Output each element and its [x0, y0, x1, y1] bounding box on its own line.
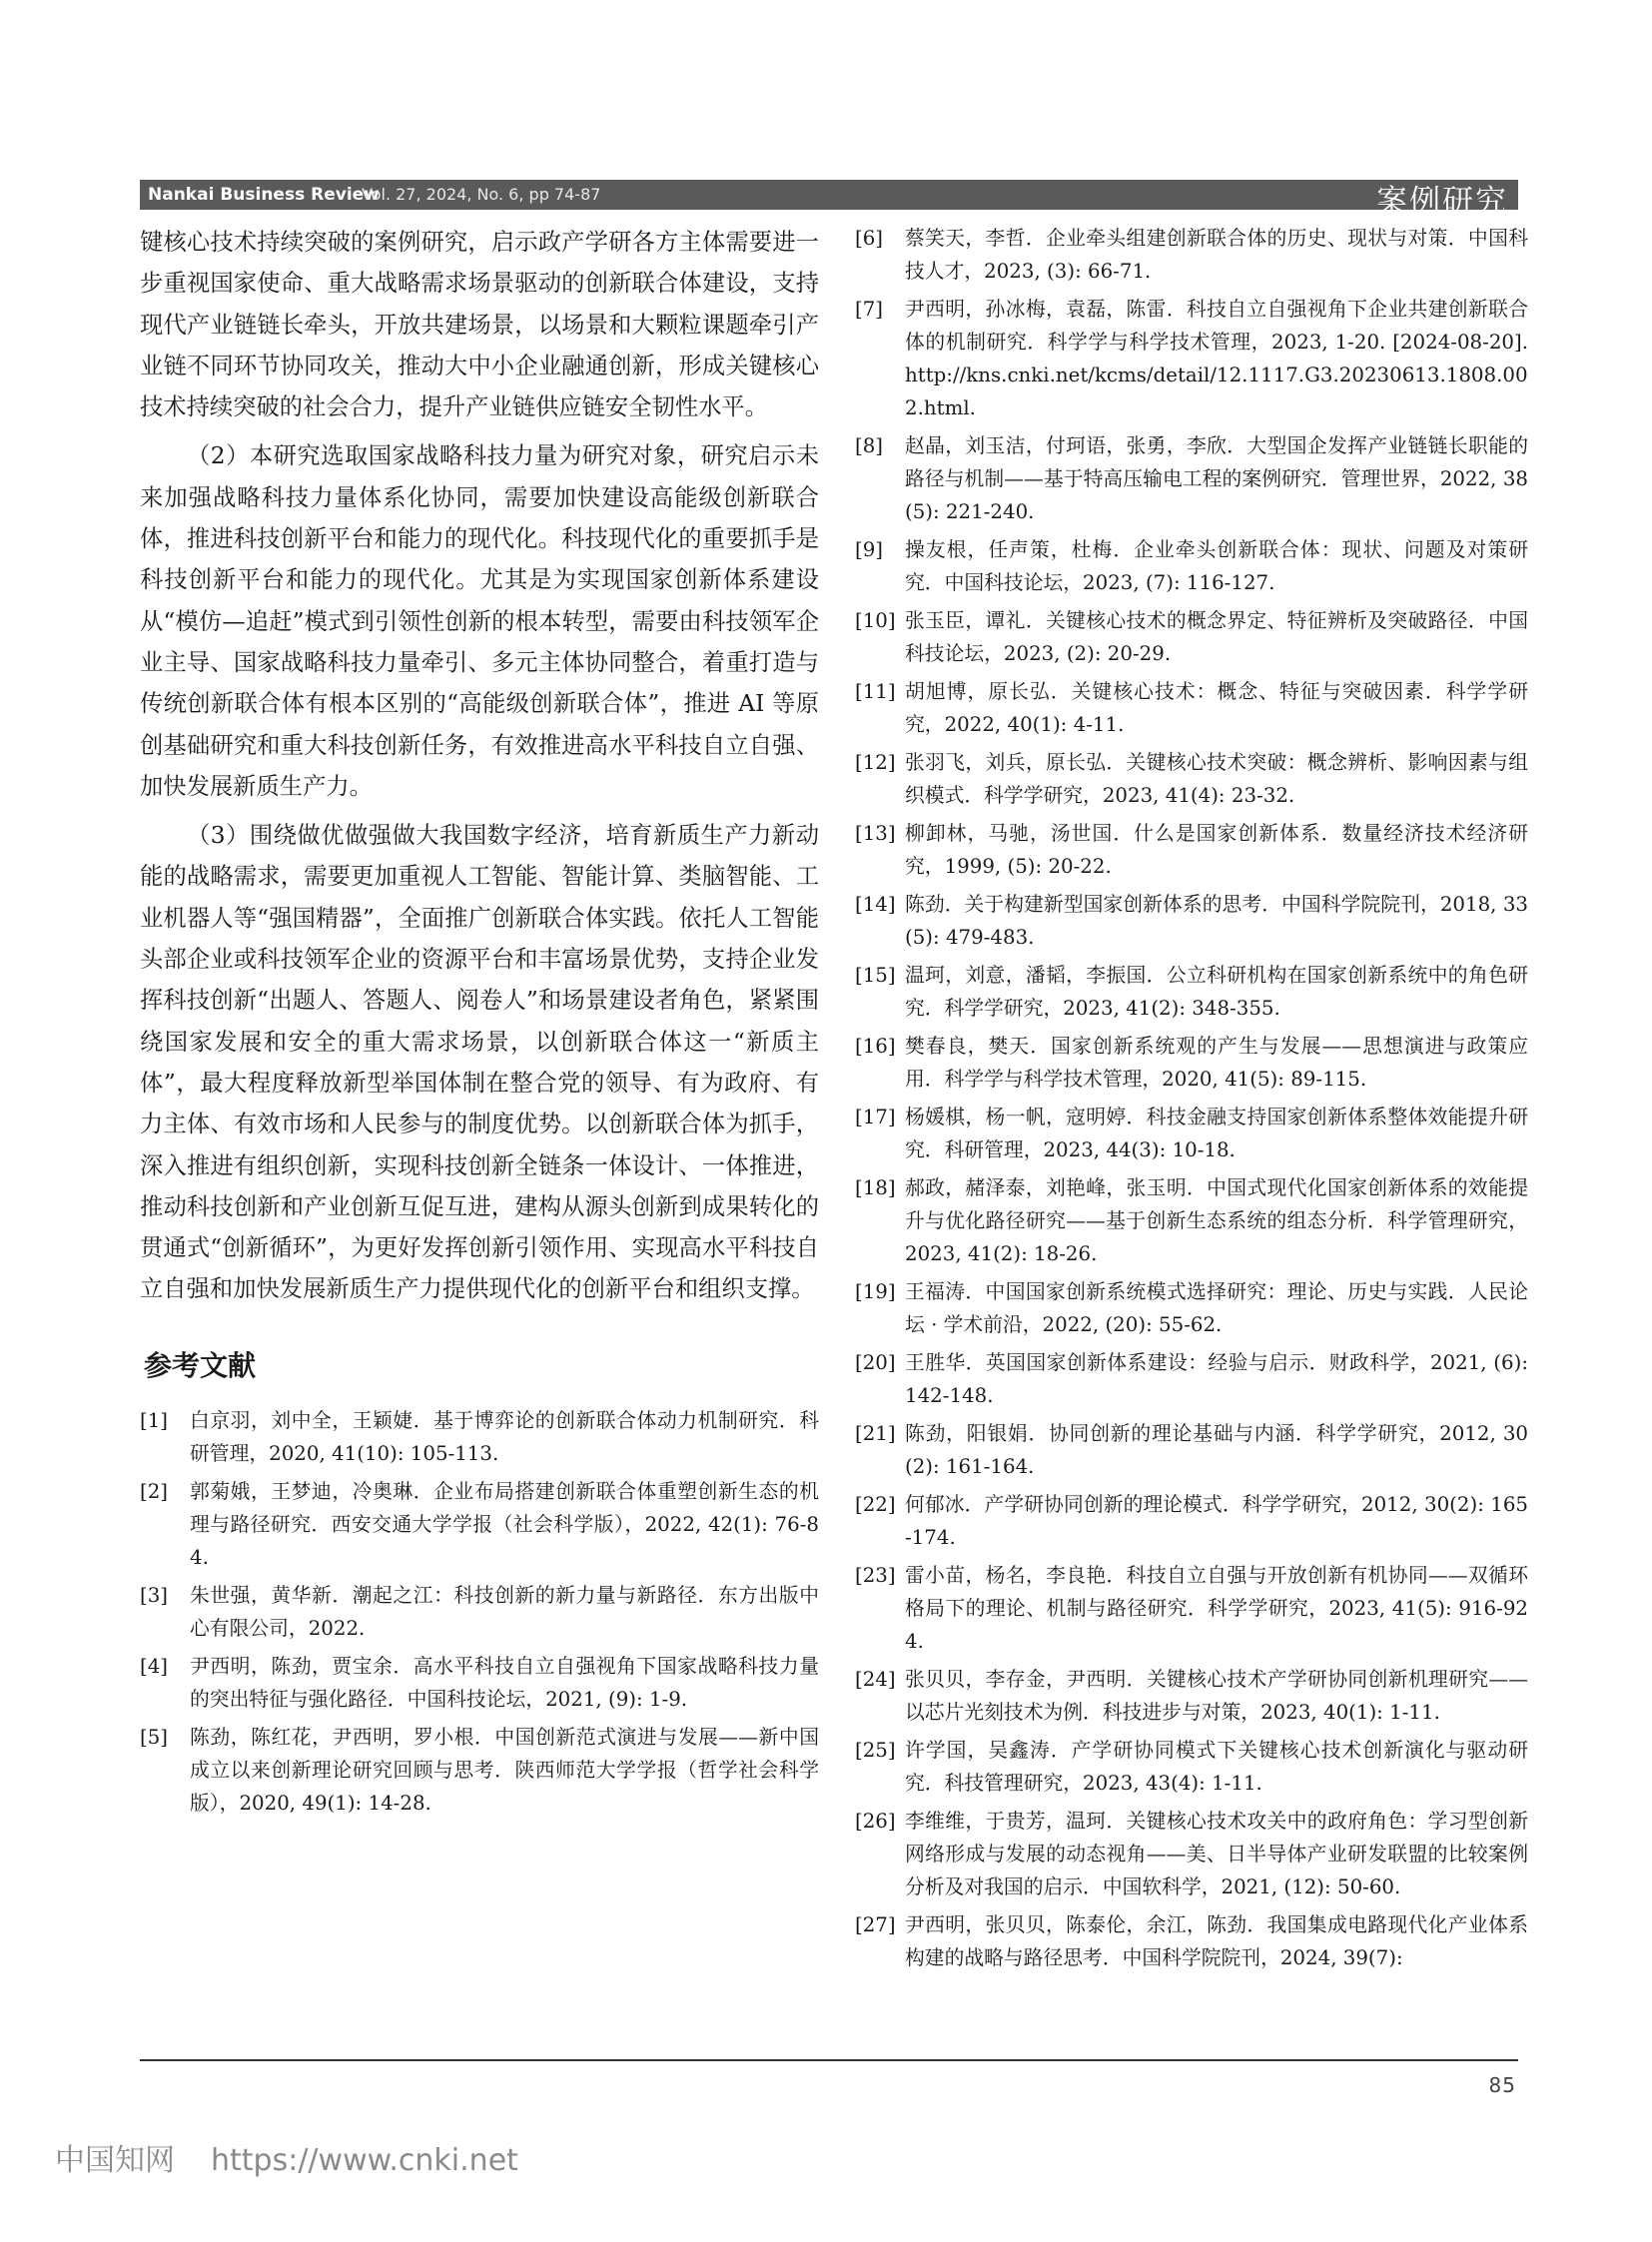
reference-item [855, 1275, 1528, 1341]
reference-text: 操友根，任声策，杜梅．企业牵头创新联合体：现状、问题及对策研究．中国科技论坛，2023, (7): 116-127. [905, 538, 1528, 594]
watermark-brand: 中国知网 [55, 2143, 175, 2178]
reference-number: [7] [855, 298, 884, 321]
reference-number: [24] [855, 1668, 896, 1691]
reference-number: [18] [855, 1176, 896, 1199]
reference-list-right [855, 222, 1528, 1974]
reference-number: [11] [855, 680, 896, 703]
reference-item [140, 1721, 819, 1820]
reference-item [855, 1171, 1528, 1270]
reference-number: [14] [855, 893, 896, 916]
reference-text: 尹西明，陈劲，贾宝余．高水平科技自立自强视角下国家战略科技力量的突出特征与强化路径．中国科技论坛，2021, (9): 1-9. [190, 1654, 819, 1711]
reference-text: 朱世强，黄华新．潮起之江：科技创新的新力量与新路径．东方出版中心有限公司，2022. [190, 1583, 819, 1640]
reference-text: 尹西明，张贝贝，陈泰伦，余江，陈劲．我国集成电路现代化产业体系构建的战略与路径思考．中国科学院院刊，2024, 39(7): [905, 1913, 1528, 1969]
reference-text: 雷小苗，杨名，李良艳．科技自立自强与开放创新有机协同——双循环格局下的理论、机制与路径研究．科学学研究，2023, 41(5): 916-924. [905, 1564, 1528, 1653]
reference-item [855, 1908, 1528, 1974]
reference-text: 樊春良，樊天．国家创新系统观的产生与发展——思想演进与政策应用．科学学与科学技术管理，2020, 41(5): 89-115. [905, 1035, 1528, 1091]
reference-text: 蔡笑天，李哲．企业牵头组建创新联合体的历史、现状与对策．中国科技人才，2023, (3): 66-71. [905, 227, 1528, 283]
reference-item [140, 1475, 819, 1574]
reference-text: 杨媛棋，杨一帆，寇明婷．科技金融支持国家创新体系整体效能提升研究．科研管理，2023, 44(3): 10-18. [905, 1106, 1528, 1161]
reference-item [140, 1650, 819, 1716]
reference-item [855, 222, 1528, 288]
reference-number: [8] [855, 434, 884, 457]
reference-item [855, 1101, 1528, 1166]
reference-text: 温珂，刘意，潘韬，李振国．公立科研机构在国家创新系统中的角色研究．科学学研究，2023, 41(2): 348-355. [905, 964, 1528, 1020]
reference-number: [3] [140, 1583, 169, 1607]
reference-text: 赵晶，刘玉洁，付珂语，张勇，李欣．大型国企发挥产业链链长职能的路径与机制——基于特高压输电工程的案例研究．管理世界，2022, 38(5): 221-240. [905, 434, 1528, 523]
reference-text: 何郁冰．产学研协同创新的理论模式．科学学研究，2012, 30(2): 165-174. [905, 1493, 1528, 1549]
references-heading: 参考文献 [144, 1348, 257, 1382]
journal-name: Nankai Business Review [148, 185, 380, 205]
reference-item [855, 293, 1528, 424]
footer-rule [140, 2059, 1518, 2061]
reference-number: [10] [855, 609, 896, 632]
reference-text: 张羽飞，刘兵，原长弘．关键核心技术突破：概念辨析、影响因素与组织模式．科学学研究，2023, 41(4): 23-32. [905, 751, 1528, 807]
reference-item [855, 1559, 1528, 1658]
reference-number: [12] [855, 751, 896, 774]
reference-text: 胡旭博，原长弘．关键核心技术：概念、特征与突破因素．科学学研究，2022, 40(1): 4-11. [905, 680, 1528, 736]
reference-number: [15] [855, 964, 896, 987]
reference-item [140, 1579, 819, 1645]
reference-number: [27] [855, 1913, 896, 1936]
reference-number: [23] [855, 1564, 896, 1587]
reference-item [855, 533, 1528, 599]
reference-text: 柳卸林，马驰，汤世国．什么是国家创新体系．数量经济技术经济研究，1999, (5): 20-22. [905, 822, 1528, 878]
reference-number: [2] [140, 1479, 169, 1503]
right-column [855, 222, 1528, 1979]
reference-text: 张贝贝，李存金，尹西明．关键核心技术产学研协同创新机理研究——以芯片光刻技术为例．科技进步与对策，2023, 40(1): 1-11. [905, 1668, 1528, 1724]
reference-number: [9] [855, 538, 884, 561]
reference-text: 许学国，吴鑫涛．产学研协同模式下关键核心技术创新演化与驱动研究．科技管理研究，2023, 43(4): 1-11. [905, 1739, 1528, 1795]
reference-item [855, 1663, 1528, 1729]
reference-text: 李维维，于贵芳，温珂．关键核心技术攻关中的政府角色：学习型创新网络形成与发展的动态视角——美、日半导体产业研发联盟的比较案例分析及对我国的启示．中国软科学，2021, (12): 50-60. [905, 1810, 1528, 1898]
body-paragraph: （3）围绕做优做强做大我国数字经济，培育新质生产力新动能的战略需求，需要更加重视人工智能、智能计算、类脑智能、工业机器人等“强国精器”，全面推广创新联合体实践。依托人工智能头部企业或科技领军企业的资源平台和丰富场景优势，支持企业发挥科技创新“出题人、答题人、阅卷人”和场景建设者角色，紧紧围绕国家发展和安全的重大需求场景，以创新联合体这一“新质主体”，最大程度释放新型举国体制在整合党的领导、有为政府、有力主体、有效市场和人民参与的制度优势。以创新联合体为抓手，深入推进有组织创新，实现科技创新全链条一体设计、一体推进，推动科技创新和产业创新互促互进，建构从源头创新到成果转化的贯通式“创新循环”，为更好发挥创新引领作用、实现高水平科技自立自强和加快发展新质生产力提供现代化的创新平台和组织支撑。 [140, 822, 819, 1303]
reference-list-left [140, 1404, 819, 1820]
reference-item [855, 746, 1528, 812]
body-paragraph: （2）本研究选取国家战略科技力量为研究对象，研究启示未来加强战略科技力量体系化协同，需要加快建设高能级创新联合体，推进科技创新平台和能力的现代化。科技现代化的重要抓手是科技创新平台和能力的现代化。尤其是为实现国家创新体系建设从“模仿—追赶”模式到引领性创新的根本转型，需要由科技领军企业主导、国家战略科技力量牵引、多元主体协同整合，着重打造与传统创新联合体有根本区别的“高能级创新联合体”，推进 AI 等原创基础研究和重大科技创新任务，有效推进高水平科技自立自强、加快发展新质生产力。 [140, 442, 819, 800]
reference-text: 白京羽，刘中全，王颖婕．基于博弈论的创新联合体动力机制研究．科研管理，2020, 41(10): 105-113. [190, 1408, 819, 1465]
reference-item [140, 1404, 819, 1470]
reference-item [855, 675, 1528, 741]
reference-number: [5] [140, 1725, 169, 1749]
reference-number: [1] [140, 1408, 169, 1432]
reference-item [855, 429, 1528, 528]
reference-number: [17] [855, 1106, 896, 1128]
page-number: 85 [1488, 2073, 1516, 2097]
reference-item [855, 888, 1528, 954]
reference-item [855, 1417, 1528, 1483]
reference-item [855, 604, 1528, 670]
reference-item [855, 959, 1528, 1025]
section-title: 案例研究 [1376, 184, 1508, 220]
journal-header-bar [140, 180, 1518, 220]
reference-item [855, 1346, 1528, 1412]
reference-number: [25] [855, 1739, 896, 1762]
reference-text: 王胜华．英国国家创新体系建设：经验与启示．财政科学，2021, (6): 142-148. [905, 1351, 1528, 1407]
cnki-watermark [55, 2135, 518, 2179]
reference-item [855, 1805, 1528, 1903]
body-paragraph: 键核心技术持续突破的案例研究，启示政产学研各方主体需要进一步重视国家使命、重大战略需求场景驱动的创新联合体建设，支持现代产业链链长牵头，开放共建场景，以场景和大颗粒课题牵引产业链不同环节协同攻关，推动大中小企业融通创新，形成关键核心技术持续突破的社会合力，提升产业链供应链安全韧性水平。 [140, 229, 819, 421]
watermark-url: https://www.cnki.net [211, 2143, 518, 2178]
reference-item [855, 817, 1528, 883]
reference-number: [21] [855, 1422, 896, 1445]
reference-number: [22] [855, 1493, 896, 1516]
reference-text: 陈劲，阳银娟．协同创新的理论基础与内涵．科学学研究，2012, 30(2): 161-164. [905, 1422, 1528, 1478]
reference-number: [13] [855, 822, 896, 845]
reference-number: [20] [855, 1351, 896, 1374]
reference-text: 郝政，赭泽泰，刘艳峰，张玉明．中国式现代化国家创新体系的效能提升与优化路径研究——基于创新生态系统的组态分析．科学管理研究，2023, 41(2): 18-26. [905, 1176, 1528, 1265]
reference-item [855, 1488, 1528, 1554]
reference-item [855, 1734, 1528, 1800]
reference-text: 张玉臣，谭礼．关键核心技术的概念界定、特征辨析及突破路径．中国科技论坛，2023, (2): 20-29. [905, 609, 1528, 665]
reference-text: 陈劲．关于构建新型国家创新体系的思考．中国科学院院刊，2018, 33(5): 479-483. [905, 893, 1528, 949]
reference-text: 陈劲，陈红花，尹西明，罗小根．中国创新范式演进与发展——新中国成立以来创新理论研究回顾与思考．陕西师范大学学报（哲学社会科学版），2020, 49(1): 14-28. [190, 1725, 819, 1815]
reference-number: [6] [855, 227, 884, 250]
left-column [140, 222, 819, 1825]
reference-number: [26] [855, 1810, 896, 1833]
reference-number: [19] [855, 1280, 896, 1303]
journal-volume: Vol. 27, 2024, No. 6, pp 74-87 [362, 185, 601, 204]
reference-number: [16] [855, 1035, 896, 1058]
reference-number: [4] [140, 1654, 169, 1678]
reference-text: 尹西明，孙冰梅，袁磊，陈雷．科技自立自强视角下企业共建创新联合体的机制研究．科学学与科学技术管理，2023, 1-20. [2024-08-20].http://kns.cnki.net/kcms/detail/12.1117.G3.20230613.1808.002.html. [905, 298, 1528, 419]
reference-item [855, 1030, 1528, 1096]
reference-text: 郭菊娥，王梦迪，冷奥琳．企业布局搭建创新联合体重塑创新生态的机理与路径研究．西安交通大学学报（社会科学版），2022, 42(1): 76-84. [190, 1479, 819, 1569]
reference-text: 王福涛．中国国家创新系统模式选择研究：理论、历史与实践．人民论坛 · 学术前沿，2022, (20): 55-62. [905, 1280, 1528, 1336]
